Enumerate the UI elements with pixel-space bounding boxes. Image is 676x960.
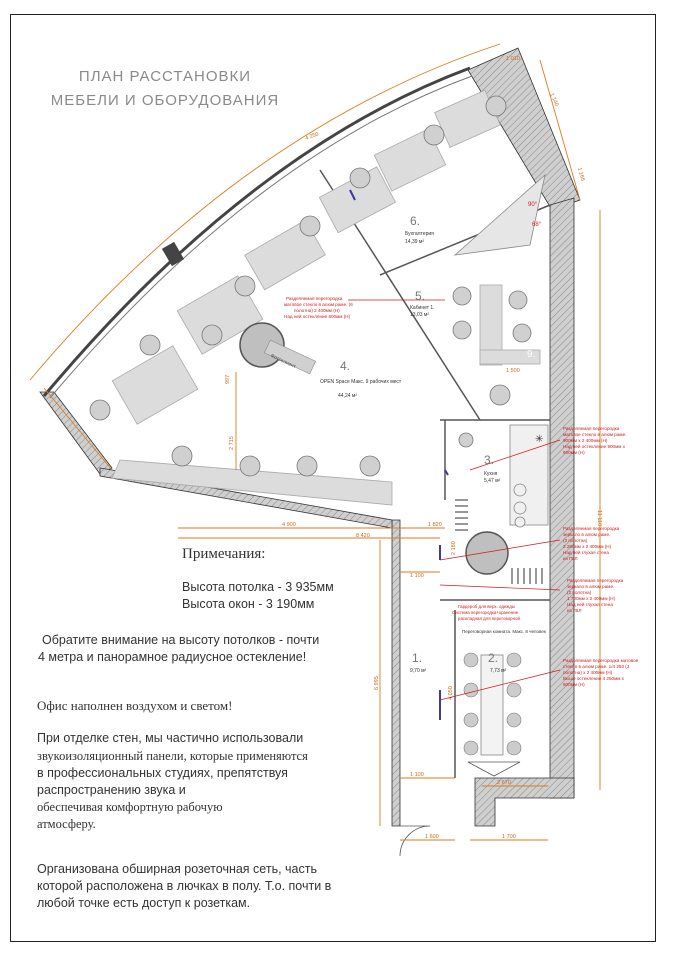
svg-text:9.: 9. [527, 349, 536, 360]
svg-text:13,03 м²: 13,03 м² [410, 312, 430, 318]
svg-text:Гардероб для верх. одежды: Гардероб для верх. одежды [458, 604, 515, 609]
column [162, 242, 184, 266]
dim-1700: 1 700 [502, 834, 516, 840]
annotation-partition-right-3 [567, 578, 624, 613]
note-walls-line1: При отделке стен, мы частично использовали [37, 731, 304, 745]
dim-1100b: 1 100 [410, 772, 424, 778]
svg-text:из ГВЛ: из ГВЛ [567, 608, 582, 613]
svg-text:Система перегородка+хранение: Система перегородка+хранение [452, 610, 519, 615]
round-table-hall [466, 532, 508, 574]
note-windows: Высота окон - 3 190мм [182, 597, 315, 611]
dim-1600: 1 600 [425, 834, 439, 840]
svg-text:Кабинет 1.: Кабинет 1. [410, 305, 435, 311]
dim-1165: 1 165 [576, 166, 586, 182]
note-attention-line1: Обратите внимание на высоту потолков - почти [42, 633, 320, 647]
note-sockets-line1: Организована обширная розеточная сеть, часть [37, 862, 317, 876]
svg-text:зеркало в алюм раме.: зеркало в алюм раме. [567, 584, 615, 589]
dim-4050: 4 050 [448, 686, 454, 700]
triangle-partition [455, 175, 545, 255]
svg-text:матовое стекло в алюм раме. (6: матовое стекло в алюм раме. (6 [284, 302, 353, 307]
svg-text:Разделяемая перегородка: Разделяемая перегородка [563, 426, 620, 431]
svg-text:5.: 5. [415, 289, 426, 303]
svg-text:1.: 1. [412, 651, 423, 665]
svg-text:полотна) 2 400мм (Н): полотна) 2 400мм (Н) [294, 308, 340, 313]
plan-title-line2: МЕБЕЛИ И ОБОРУДОВАНИЯ [50, 92, 280, 109]
annotation-partition-right-2 [563, 526, 620, 561]
svg-text:Выше остекление 4 250мм х: Выше остекление 4 250мм х [563, 676, 624, 681]
note-sockets-line3: любой точке есть доступ к розеткам. [37, 896, 251, 910]
dim-2670: 2 670 [497, 780, 511, 786]
note-walls-line4: распространению звука и [37, 783, 186, 797]
note-walls-line2: звукоизоляционный панели, которые применяются [37, 749, 308, 763]
note-ceiling: Высота потолка - 3 935мм [182, 580, 334, 594]
svg-text:14,39 м²: 14,39 м² [405, 239, 425, 245]
svg-text:600мм (Н): 600мм (Н) [563, 682, 585, 687]
dim-1100a: 1 100 [410, 573, 424, 579]
note-walls-line5: обеспечивая комфортную рабочую [37, 800, 223, 814]
svg-text:полотна) х 2 400мм (Н): полотна) х 2 400мм (Н) [563, 670, 613, 675]
svg-text:900мм х 2 400мм (Н): 900мм х 2 400мм (Н) [563, 438, 608, 443]
annotation-partition-right-4 [563, 658, 639, 687]
svg-text:(2 полотна): (2 полотна) [567, 590, 592, 595]
svg-text:9,70 м²: 9,70 м² [410, 668, 427, 674]
round-table-label: Фотоклиент [269, 353, 297, 370]
dim-1820: 1 820 [428, 522, 442, 528]
annotation-wardrobe [452, 604, 520, 621]
dim-997: 997 [225, 374, 231, 384]
svg-text:44,24 м²: 44,24 м² [338, 393, 358, 399]
svg-text:OPEN Space Макс. 9 рабочих мес: OPEN Space Макс. 9 рабочих мест [320, 379, 402, 385]
annotation-partition-right-1 [563, 426, 626, 455]
svg-text:(3 полотна): (3 полотна) [563, 538, 588, 543]
svg-text:Разделяемая перегородка матово: Разделяемая перегородка матовое [563, 658, 639, 663]
svg-text:Кухня: Кухня [484, 471, 498, 477]
dim-6995: 6 995 [374, 676, 380, 690]
svg-text:3.: 3. [484, 453, 495, 467]
dim-8420: 8 420 [356, 533, 370, 539]
svg-text:3 280мм х 2 400мм (Н): 3 280мм х 2 400мм (Н) [563, 544, 612, 549]
svg-text:зеркало в алюм раме.: зеркало в алюм раме. [563, 532, 611, 537]
svg-text:Над ней глухая стена: Над ней глухая стена [563, 550, 609, 555]
svg-text:4.: 4. [340, 359, 351, 373]
dim-4900: 4 900 [282, 522, 296, 528]
svg-text:7,73 м²: 7,73 м² [490, 668, 507, 674]
dim-4250: 4 250 [304, 131, 320, 142]
svg-text:600мм (Н): 600мм (Н) [563, 450, 585, 455]
dim-1010: 1 010 [506, 56, 520, 62]
svg-text:Переговорная комната. Макс. 8: Переговорная комната. Макс. 8 человек [462, 629, 546, 634]
angle-90: 90° [528, 202, 538, 208]
svg-text:6.: 6. [410, 214, 421, 228]
svg-text:Бухгалтерия: Бухгалтерия [405, 231, 434, 237]
dim-2180: 2 180 [451, 541, 457, 555]
svg-text:5,47 м²: 5,47 м² [484, 478, 501, 484]
dim-11110: 11 110 [596, 510, 602, 527]
svg-text:1 700мм х 2 400мм (Н): 1 700мм х 2 400мм (Н) [567, 596, 616, 601]
svg-text:матовое стекло в алюм раме.: матовое стекло в алюм раме. [563, 432, 627, 437]
annotation-partition-left [284, 296, 353, 319]
dim-2715: 2 715 [229, 436, 235, 450]
note-air: Офис наполнен воздухом и светом! [37, 698, 233, 713]
svg-text:Разделяемая перегородка: Разделяемая перегородка [567, 578, 624, 583]
notes-heading: Примечания: [182, 546, 266, 562]
note-walls-line3: в профессиональных студиях, препятствуя [37, 766, 288, 780]
chairs [90, 96, 531, 476]
svg-text:Разделяемая перегородка: Разделяемая перегородка [563, 526, 620, 531]
dim-1500: 1 500 [506, 368, 520, 374]
plan-title-line1: ПЛАН РАССТАНОВКИ [78, 68, 252, 85]
dim-1140: 1 140 [548, 92, 560, 108]
svg-text:Разделяемая перегородка: Разделяемая перегородка [286, 296, 343, 301]
svg-text:раскладная для переговорной: раскладная для переговорной [458, 616, 520, 621]
svg-text:Над ней остекление 600мм (Н): Над ней остекление 600мм (Н) [284, 314, 351, 319]
svg-text:стекло в алюм раме. 1/4 250 (3: стекло в алюм раме. 1/4 250 (3 [563, 664, 630, 669]
entrance-door [400, 826, 430, 856]
svg-text:Над ней глухая стена: Над ней глухая стена [567, 602, 613, 607]
note-walls-line6: атмосферу. [37, 817, 96, 831]
svg-text:2.: 2. [488, 651, 499, 665]
svg-text:✳: ✳ [535, 434, 544, 445]
svg-text:из ГВЛ: из ГВЛ [563, 556, 578, 561]
note-attention-line2: 4 метра и панорамное радиусное остекление! [38, 650, 307, 664]
angle-68: 68° [532, 222, 542, 228]
note-sockets-line2: которой расположена в лючках в полу. Т.о. почти в [37, 879, 332, 893]
svg-text:Над ней остекление 900мм х: Над ней остекление 900мм х [563, 444, 626, 449]
